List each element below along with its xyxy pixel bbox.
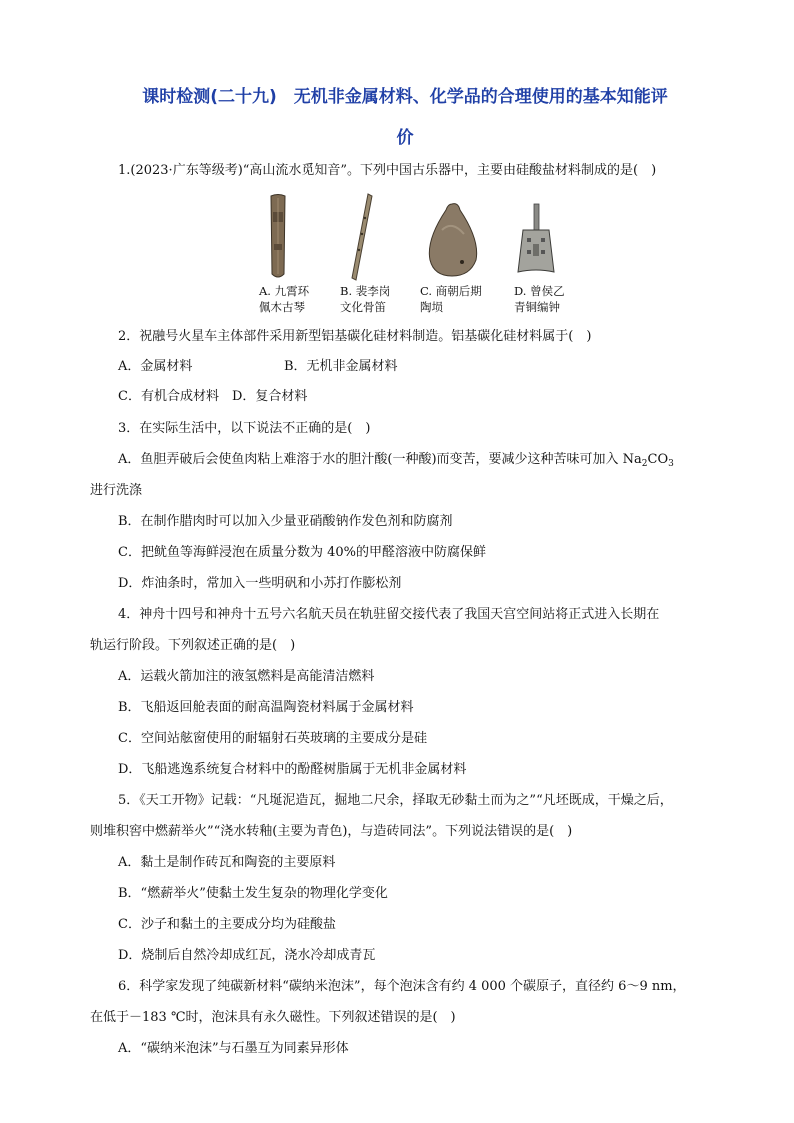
question-4-cont: 轨运行阶段。下列叙述正确的是( ) (90, 638, 296, 653)
option-a-caption-2: 佩木古琴 (259, 300, 305, 314)
guqin-image (267, 194, 289, 280)
q2-option-cd: C．有机合成材料 D．复合材料 (118, 389, 308, 404)
option-d-caption-1: D. 曾侯乙 (514, 284, 565, 298)
option-b-caption-1: B. 裴李岗 (340, 284, 391, 298)
q3-option-a-cont: 进行洗涤 (90, 483, 143, 498)
option-d-caption-2: 青铜编钟 (514, 300, 560, 314)
pottery-xun-image (424, 200, 484, 278)
q3-option-b: B．在制作腊肉时可以加入少量亚硝酸钠作发色剂和防腐剂 (118, 514, 453, 529)
question-5-cont: 则堆积窖中燃薪举火”“浇水转釉(主要为青色)，与造砖同法”。下列说法错误的是( ) (90, 824, 573, 839)
question-6: 6．科学家发现了纯碳新材料“碳纳米泡沫”，每个泡沫含有约 4 000 个碳原子，直径约 6～9 nm， (118, 979, 686, 994)
q5-option-d: D．烧制后自然冷却成红瓦，浇水冷却成青瓦 (118, 948, 376, 963)
q3-option-c: C．把鱿鱼等海鲜浸泡在质量分数为 40%的甲醛溶液中防腐保鲜 (118, 545, 486, 560)
question-2: 2．祝融号火星车主体部件采用新型铝基碳化硅材料制造。铝基碳化硅材料属于( ) (118, 329, 592, 344)
option-b-caption-2: 文化骨笛 (340, 300, 386, 314)
option-c-caption-2: 陶埙 (420, 300, 443, 314)
q3-option-d: D．炸油条时，常加入一些明矾和小苏打作膨松剂 (118, 576, 402, 591)
q5-option-a: A．黏土是制作砖瓦和陶瓷的主要原料 (118, 855, 336, 870)
q5-option-c: C．沙子和黏土的主要成分均为硅酸盐 (118, 917, 336, 932)
q4-option-b: B．飞船返回舱表面的耐高温陶瓷材料属于金属材料 (118, 700, 414, 715)
q3-option-a: A．鱼胆弄破后会使鱼肉粘上难溶于水的胆汁酸(一种酸)而变苦，要减少这种苦味可加入 $Na_2CO_3$ (118, 452, 674, 469)
option-c-caption-1: C. 商朝后期 (420, 284, 482, 298)
q5-option-b: B．“燃薪举火”使黏土发生复杂的物理化学变化 (118, 886, 388, 901)
page-title-cont: 价 (396, 128, 414, 148)
q4-option-a: A．运载火箭加注的液氢燃料是高能清洁燃料 (118, 669, 375, 684)
page-title: 课时检测(二十九) 无机非金属材料、化学品的合理使用的基本知能评 (142, 87, 668, 107)
q2-option-a: A．金属材料 (118, 359, 193, 374)
bronze-bell-image (514, 202, 558, 278)
option-a-caption-1: A. 九霄环 (259, 284, 310, 298)
question-3: 3．在实际生活中，以下说法不正确的是( ) (118, 421, 371, 436)
q4-option-c: C．空间站舷窗使用的耐辐射石英玻璃的主要成分是硅 (118, 731, 427, 746)
q2-option-b: B．无机非金属材料 (284, 359, 398, 374)
bone-flute-image (348, 192, 376, 282)
question-4: 4．神舟十四号和神舟十五号六名航天员在轨驻留交接代表了我国天宫空间站将正式进入长期在 (118, 607, 660, 622)
question-5: 5．《天工开物》记载：“凡埏泥造瓦，掘地二尺余，择取无砂黏土而为之”“凡坯既成，干燥之后， (118, 793, 673, 808)
question-6-cont: 在低于－183 ℃时，泡沫具有永久磁性。下列叙述错误的是( ) (90, 1010, 456, 1025)
q6-option-a: A．“碳纳米泡沫”与石墨互为同素异形体 (118, 1041, 349, 1056)
question-1: 1.(2023·广东等级考)“高山流水觅知音”。下列中国古乐器中，主要由硅酸盐材料制成的是( ) (118, 163, 657, 178)
q4-option-d: D．飞船逃逸系统复合材料中的酚醛树脂属于无机非金属材料 (118, 762, 467, 777)
